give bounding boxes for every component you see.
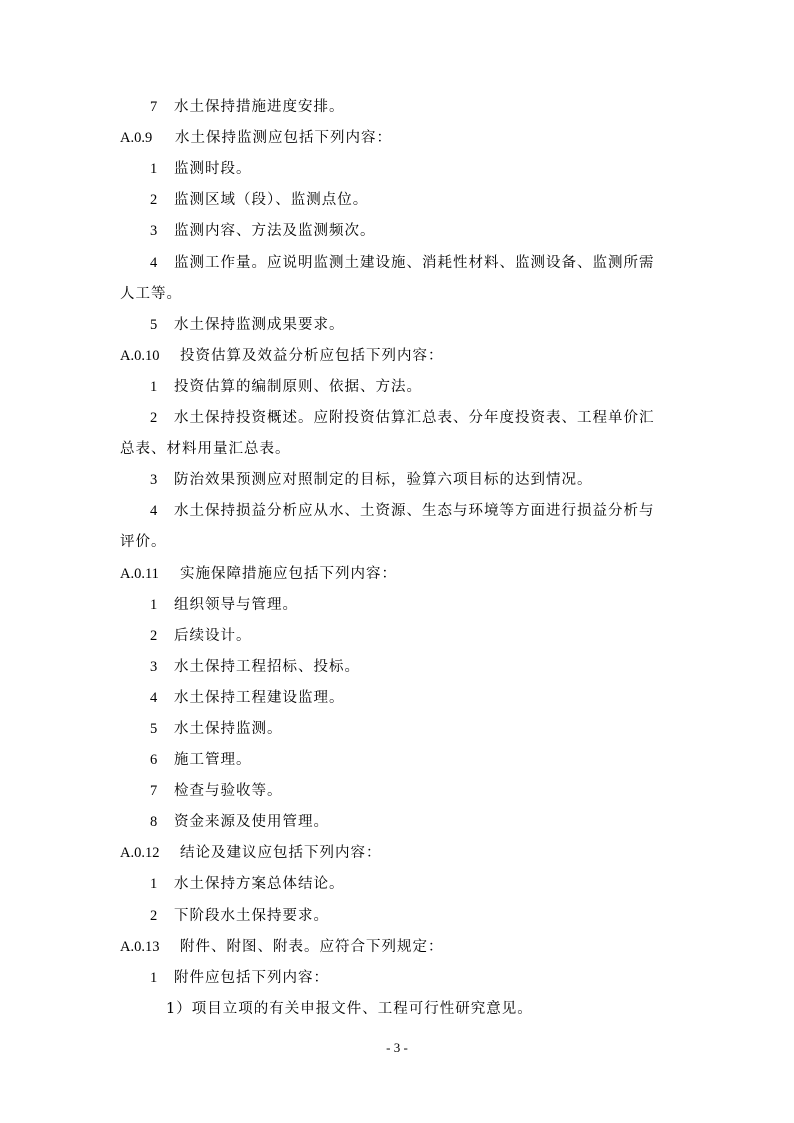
- section-number: A.0.13: [120, 939, 160, 955]
- item-number: 1: [150, 379, 158, 395]
- section-title: 实施保障措施应包括下列内容：: [180, 566, 397, 582]
- item-text: 后续设计。: [174, 628, 252, 644]
- list-item: [150, 688, 345, 708]
- item-number: 1: [150, 876, 158, 892]
- item-number: 1: [150, 970, 158, 986]
- section-heading: [120, 346, 444, 366]
- item-text: 监测区域（段）、监测点位。: [174, 192, 369, 208]
- item-number: 4: [150, 255, 158, 271]
- section-title: 结论及建议应包括下列内容：: [180, 845, 382, 861]
- section-heading: [120, 937, 444, 957]
- item-text: 水土保持监测。: [174, 721, 283, 737]
- item-text: 防治效果预测应对照制定的目标，验算六项目标的达到情况。: [174, 472, 593, 488]
- item-text: 监测时段。: [174, 161, 252, 177]
- item-text: 附件应包括下列内容：: [174, 970, 329, 986]
- item-number: 3: [150, 472, 158, 488]
- list-item: [150, 377, 422, 397]
- item-text: 组织领导与管理。: [174, 597, 298, 613]
- item-number: 3: [150, 659, 158, 675]
- item-text: 1）项目立项的有关申报文件、工程可行性研究意见。: [166, 1001, 533, 1017]
- item-text: 总表、材料用量汇总表。: [120, 441, 291, 457]
- item-text: 监测内容、方法及监测频次。: [174, 223, 376, 239]
- section-heading: [120, 564, 397, 584]
- item-text: 下阶段水土保持要求。: [174, 908, 329, 924]
- section-number: A.0.10: [120, 348, 160, 364]
- item-number: 7: [150, 783, 158, 799]
- item-text: 人工等。: [120, 286, 182, 302]
- section-heading: [120, 128, 392, 148]
- list-item: [150, 968, 329, 988]
- item-number: 6: [150, 752, 158, 768]
- list-item: [150, 812, 329, 832]
- section-title: 附件、附图、附表。应符合下列规定：: [180, 939, 444, 955]
- list-item: [150, 253, 655, 273]
- continuation-line: [120, 284, 182, 304]
- list-item: [150, 221, 376, 241]
- list-item: [150, 159, 252, 179]
- item-number: 3: [150, 223, 158, 239]
- item-text: 水土保持措施进度安排。: [174, 99, 345, 115]
- section-number: A.0.12: [120, 845, 160, 861]
- item-text: 水土保持监测成果要求。: [174, 317, 345, 333]
- item-number: 2: [150, 192, 158, 208]
- list-item: [150, 781, 283, 801]
- list-item: [150, 190, 368, 210]
- item-text: 水土保持工程招标、投标。: [174, 659, 360, 675]
- item-text: 资金来源及使用管理。: [174, 814, 329, 830]
- item-number: 5: [150, 721, 158, 737]
- list-item: [150, 315, 345, 335]
- continuation-line: [120, 532, 167, 552]
- list-item: [150, 657, 360, 677]
- item-number: 2: [150, 410, 158, 426]
- continuation-line: [120, 439, 291, 459]
- section-title: 水土保持监测应包括下列内容：: [175, 130, 392, 146]
- list-item: [150, 719, 283, 739]
- section-title: 投资估算及效益分析应包括下列内容：: [180, 348, 444, 364]
- list-item: [150, 750, 252, 770]
- section-heading: [120, 843, 382, 863]
- item-text: 水土保持方案总体结论。: [174, 876, 345, 892]
- item-number: 7: [150, 99, 158, 115]
- item-text: 水土保持损益分析应从水、土资源、生态与环境等方面进行损益分析与: [174, 503, 655, 519]
- item-text: 检查与验收等。: [174, 783, 283, 799]
- list-item: [150, 97, 345, 117]
- item-text: 监测工作量。应说明监测土建设施、消耗性材料、监测设备、监测所需: [174, 255, 655, 271]
- item-number: 1: [150, 161, 158, 177]
- item-text: 水土保持投资概述。应附投资估算汇总表、分年度投资表、工程单价汇: [174, 410, 655, 426]
- page-number: - 3 -: [386, 1040, 408, 1055]
- list-item: [150, 501, 655, 521]
- item-text: 投资估算的编制原则、依据、方法。: [174, 379, 422, 395]
- item-number: 4: [150, 690, 158, 706]
- item-number: 8: [150, 814, 158, 830]
- item-number: 2: [150, 908, 158, 924]
- item-text: 施工管理。: [174, 752, 252, 768]
- list-item: [150, 874, 345, 894]
- item-text: 水土保持工程建设监理。: [174, 690, 345, 706]
- list-item: [150, 626, 252, 646]
- sub-list-item: [166, 999, 533, 1019]
- section-number: A.0.11: [120, 566, 159, 582]
- list-item: [150, 906, 329, 926]
- item-text: 评价。: [120, 534, 167, 550]
- list-item: [150, 470, 593, 490]
- list-item: [150, 595, 298, 615]
- item-number: 4: [150, 503, 158, 519]
- item-number: 1: [150, 597, 158, 613]
- section-number: A.0.9: [120, 130, 153, 146]
- list-item: [150, 408, 655, 428]
- item-number: 2: [150, 628, 158, 644]
- item-number: 5: [150, 317, 158, 333]
